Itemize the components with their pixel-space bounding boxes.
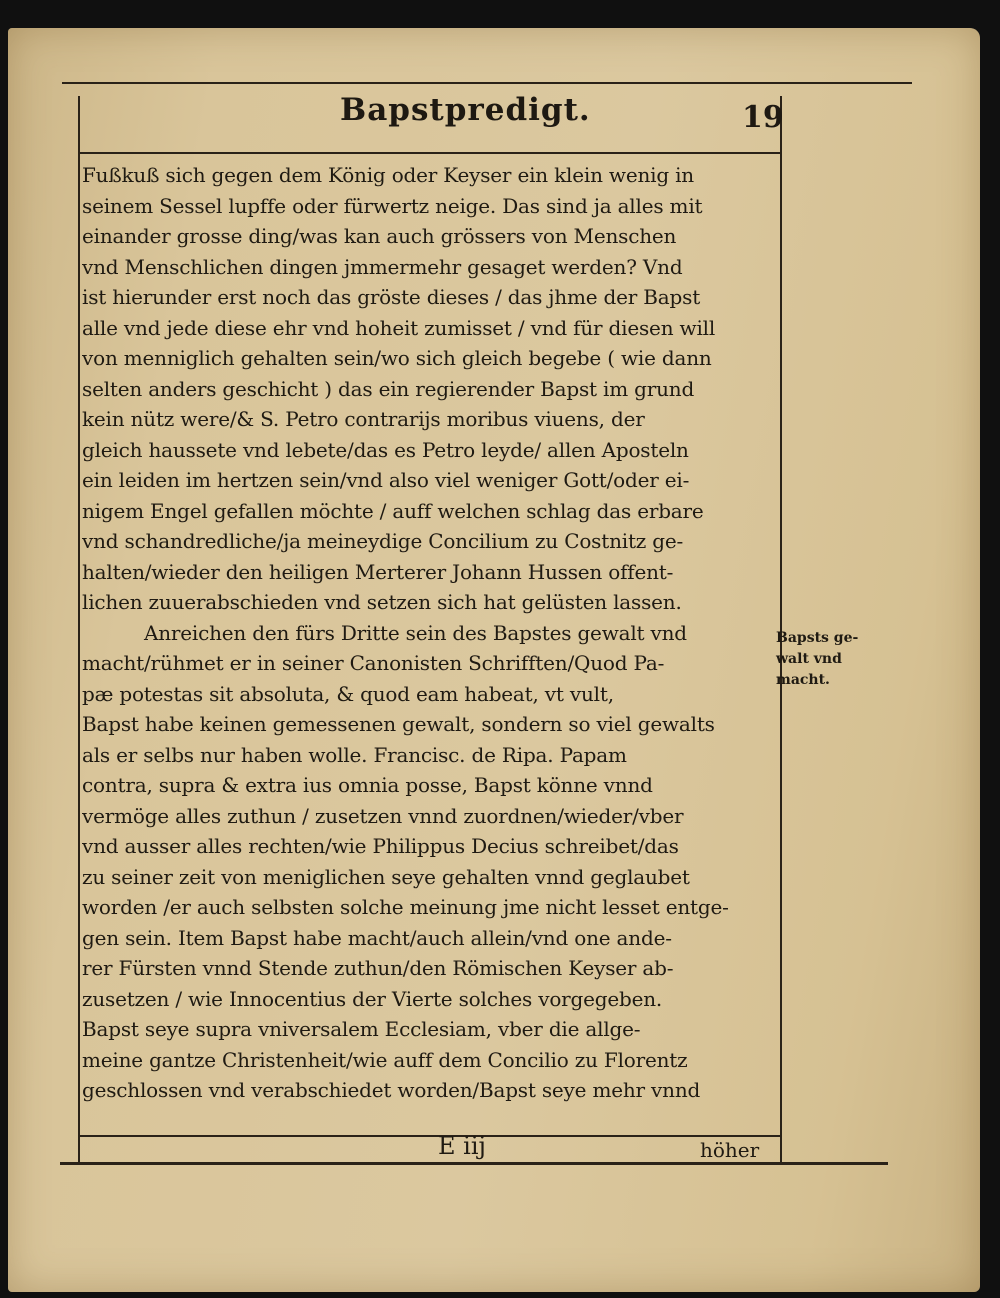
signature-mark: E iij bbox=[438, 1132, 486, 1160]
text-line: Bapst seye supra vniversalem Ecclesiam, vber die allge- bbox=[82, 1017, 641, 1041]
text-line: als er selbs nur haben wolle. Francisc. de Ripa. Papam bbox=[82, 742, 627, 767]
text-line: pæ potestas sit absoluta, & quod eam habeat, vt vult, bbox=[82, 681, 614, 706]
marginal-note-line: macht. bbox=[776, 672, 830, 688]
text-line: zu seiner zeit von meniglichen seye gehalten vnnd geglaubet bbox=[82, 864, 690, 889]
text-line: nigem Engel gefallen möchte / auff welchen schlag das erbare bbox=[82, 498, 704, 523]
body-text bbox=[82, 160, 776, 1106]
marginal-note-line: walt vnd bbox=[776, 651, 842, 667]
catchword: höher bbox=[700, 1138, 760, 1162]
marginal-note-line: Bapsts ge- bbox=[776, 630, 859, 646]
text-line: ein leiden im hertzen sein/vnd also viel weniger Gott/oder ei- bbox=[82, 468, 690, 492]
bottom-rule bbox=[60, 1162, 888, 1165]
text-line: contra, supra & extra ius omnia posse, Bapst könne vnnd bbox=[82, 773, 653, 797]
text-line: Fußkuß sich gegen dem König oder Keyser ein klein wenig in bbox=[82, 163, 694, 187]
footer-rule bbox=[78, 1135, 780, 1137]
page-number: 19 bbox=[742, 100, 784, 135]
text-line: zusetzen / wie Innocentius der Vierte solches vorgegeben. bbox=[82, 986, 663, 1011]
text-line: worden /er auch selbsten solche meinung jme nicht lesset entge- bbox=[82, 895, 729, 919]
text-line: selten anders geschicht ) das ein regierender Bapst im grund bbox=[82, 376, 695, 401]
text-line: gen sein. Item Bapst habe macht/auch allein/vnd one ande- bbox=[82, 925, 672, 950]
text-line: lichen zuuerabschieden vnd setzen sich hat gelüsten lassen. bbox=[82, 590, 682, 614]
text-line: vnd Menschlichen dingen jmmermehr gesaget werden? Vnd bbox=[82, 254, 683, 279]
header-rule bbox=[78, 152, 780, 154]
text-line: geschlossen vnd verabschiedet worden/Bapst seye mehr vnnd bbox=[82, 1078, 701, 1102]
text-line: Bapst habe keinen gemessenen gewalt, sondern so viel gewalts bbox=[82, 712, 715, 736]
text-line: meine gantze Christenheit/wie auff dem Concilio zu Florentz bbox=[82, 1047, 688, 1072]
text-line: alle vnd jede diese ehr vnd hoheit zumisset / vnd für diesen will bbox=[82, 315, 716, 340]
text-line: seinem Sessel lupffe oder fürwertz neige. Das sind ja alles mit bbox=[82, 193, 703, 218]
text-line: halten/wieder den heiligen Merterer Johann Hussen offent- bbox=[82, 559, 674, 584]
text-line: gleich haussete vnd lebete/das es Petro leyde/ allen Aposteln bbox=[82, 437, 689, 462]
running-title: Bapstpredigt. bbox=[340, 92, 591, 128]
text-line: vnd ausser alles rechten/wie Philippus Decius schreibet/das bbox=[82, 834, 679, 858]
text-line: von menniglich gehalten sein/wo sich gleich begebe ( wie dann bbox=[82, 346, 712, 370]
text-line: kein nütz were/& S. Petro contrarijs moribus viuens, der bbox=[82, 407, 645, 431]
text-line: ist hierunder erst noch das gröste dieses / das jhme der Bapst bbox=[82, 285, 701, 309]
text-line: einander grosse ding/was kan auch grössers von Menschen bbox=[82, 224, 677, 248]
text-line: macht/rühmet er in seiner Canonisten Schrifften/Quod Pa- bbox=[82, 651, 665, 675]
marginal-note bbox=[776, 628, 896, 691]
text-line: vnd schandredliche/ja meineydige Concilium zu Costnitz ge- bbox=[82, 529, 684, 553]
text-line: rer Fürsten vnnd Stende zuthun/den Römischen Keyser ab- bbox=[82, 956, 674, 980]
paragraph-start-line: Anreichen den fürs Dritte sein des Bapstes gewalt vnd bbox=[144, 620, 687, 645]
top-rule bbox=[62, 82, 912, 84]
text-line: vermöge alles zuthun / zusetzen vnnd zuordnen/wieder/vber bbox=[82, 803, 684, 828]
